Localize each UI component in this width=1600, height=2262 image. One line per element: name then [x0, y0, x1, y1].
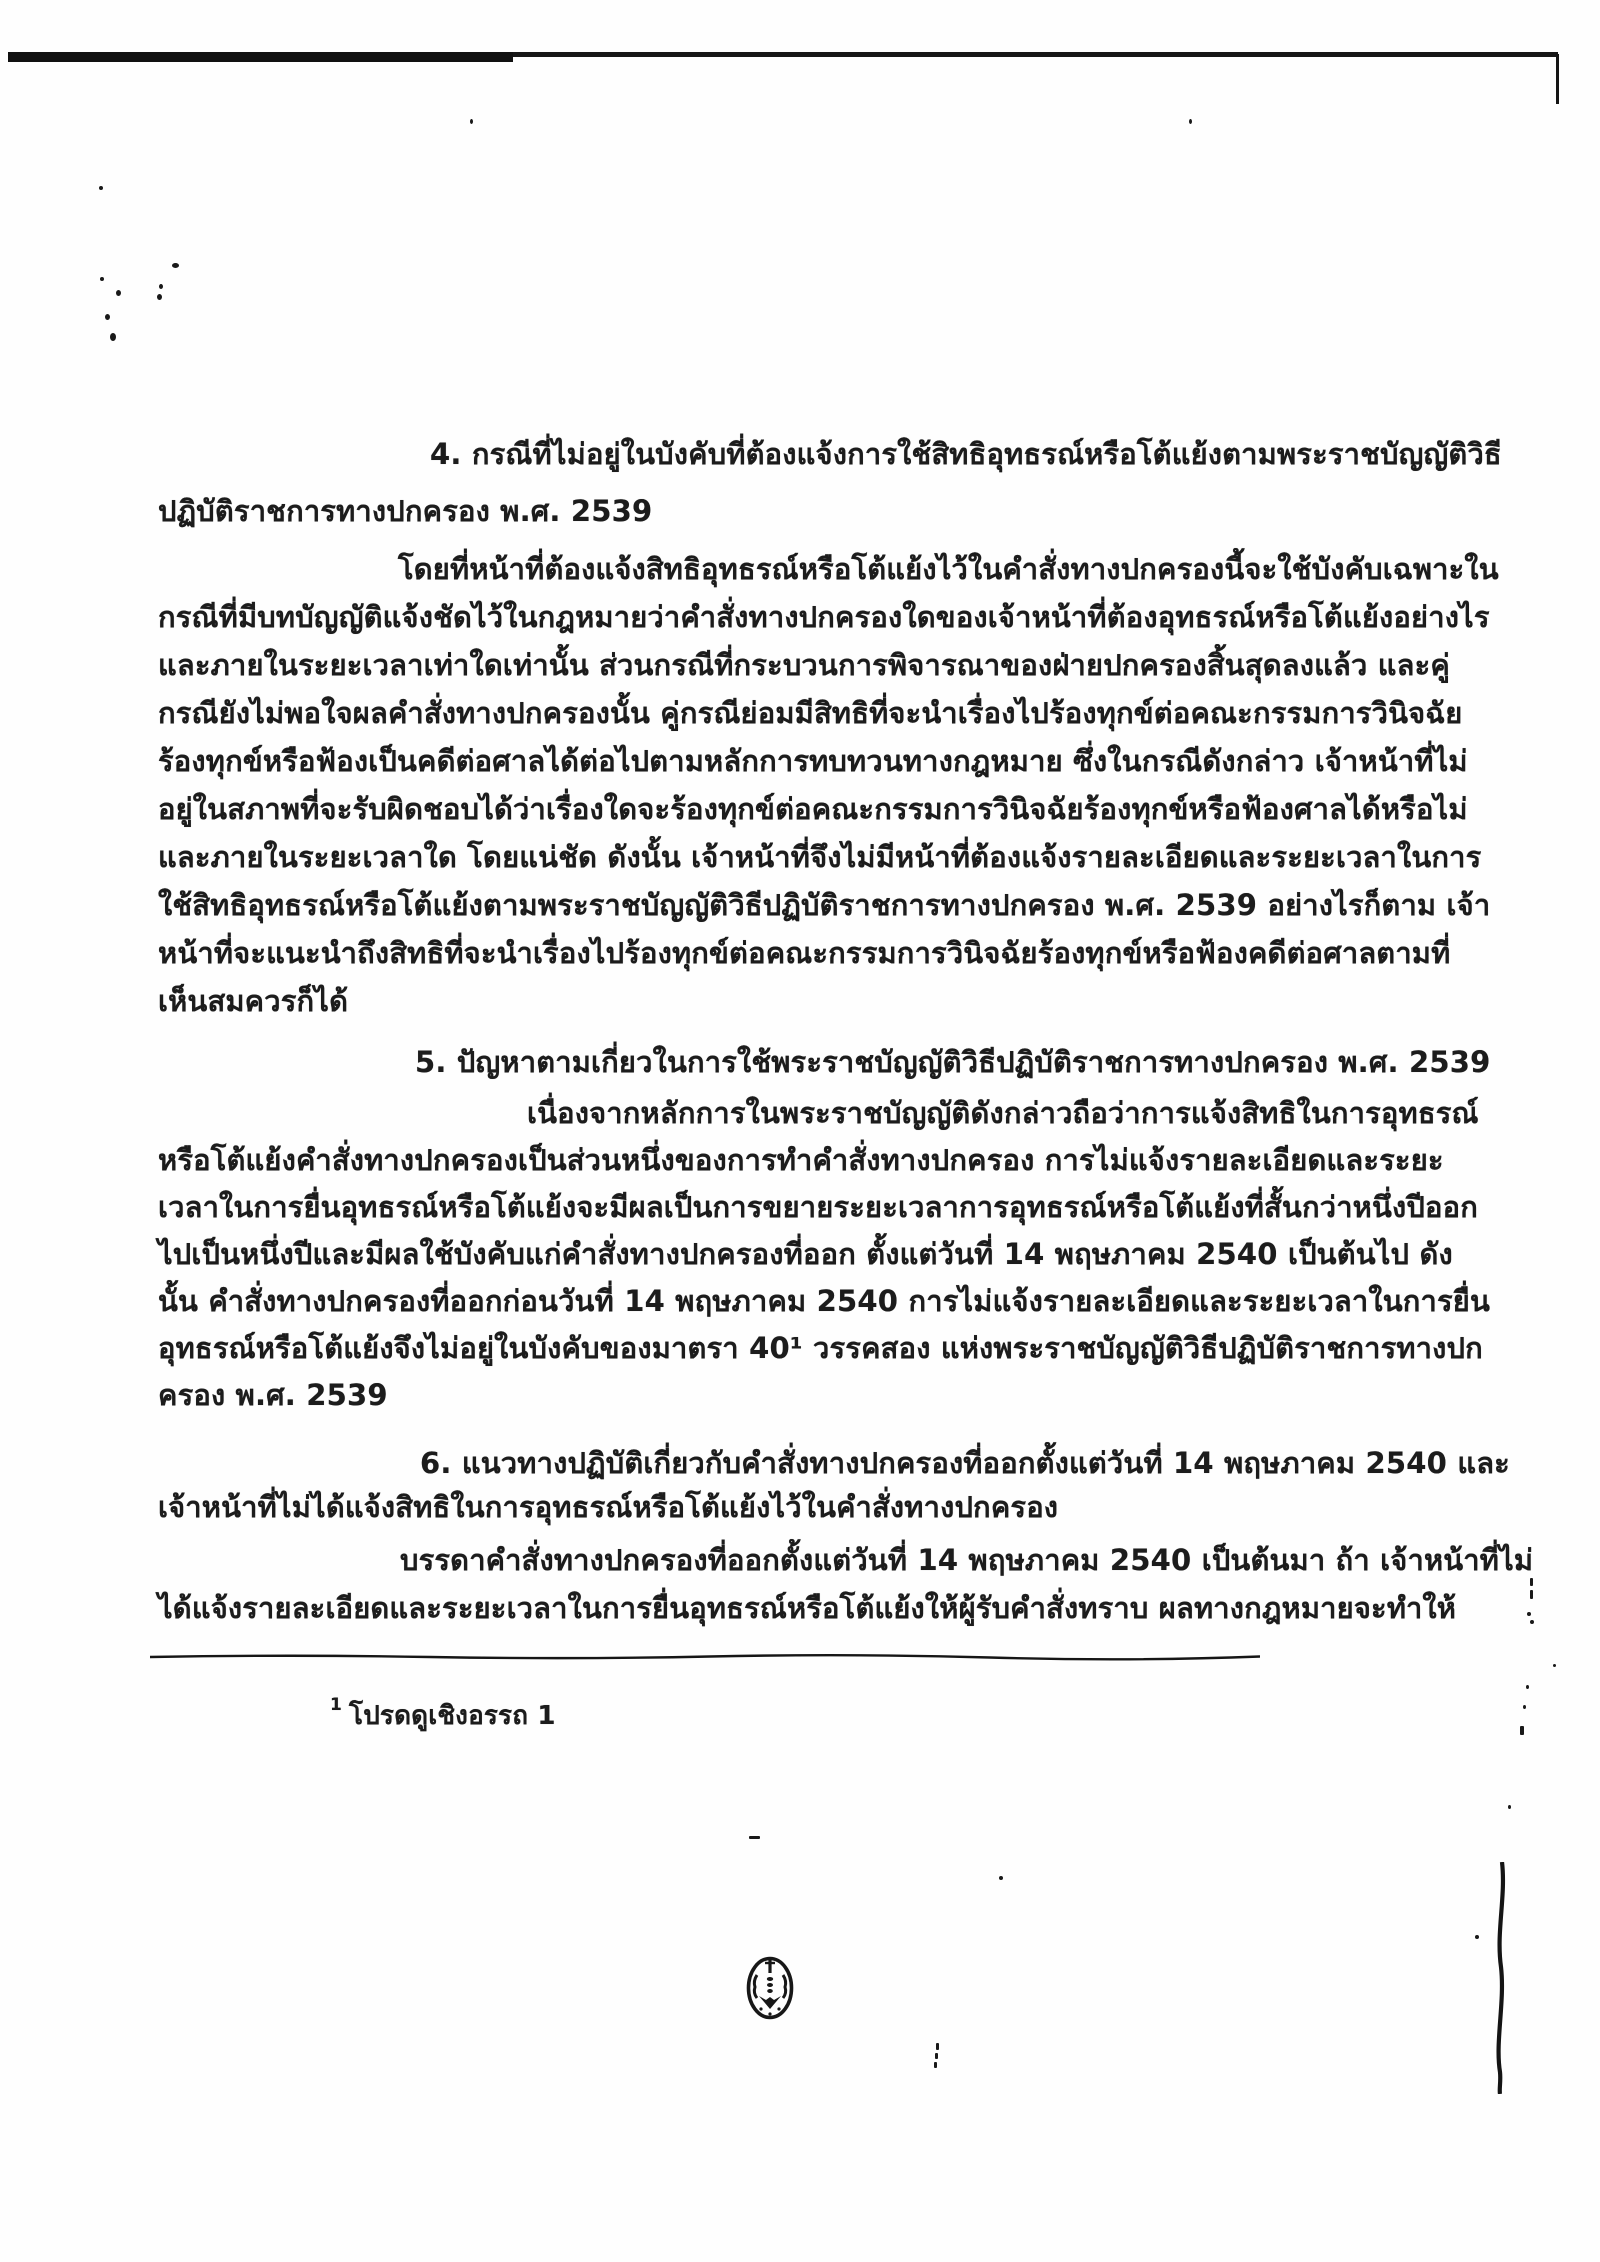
footnote-separator-line — [150, 1646, 1260, 1665]
section-5-heading — [158, 1038, 1491, 1086]
text-line: กรณีที่มีบทบัญญัติแจ้งชัดไว้ในกฎหมายว่าคำสั่งทางปกครองใดของเจ้าหน้าที่ต้องอุทธรณ์หรือโต้แย้งอย่างไร — [158, 600, 1490, 634]
heading-line: ปฏิบัติราชการทางปกครอง พ.ศ. 2539 — [158, 494, 653, 528]
scan-speck — [999, 1876, 1003, 1880]
text-line: อุทธรณ์หรือโต้แย้งจึงไม่อยู่ในบังคับของมาตรา 40¹ วรรคสอง แห่งพระราชบัญญัติวิธีปฏิบัติราชการทางปก — [158, 1331, 1483, 1365]
scan-speck — [157, 294, 162, 300]
text-line: ครอง พ.ศ. 2539 — [158, 1378, 388, 1412]
section-4-heading — [158, 426, 1502, 540]
scan-comma-mark — [1520, 1726, 1524, 1735]
scan-speck — [172, 263, 179, 268]
scan-dash — [934, 2062, 937, 2068]
scan-speck — [110, 333, 116, 341]
text-line: และภายในระยะเวลาใด โดยแน่ชัด ดังนั้น เจ้าหน้าที่จึงไม่มีหน้าที่ต้องแจ้งรายละเอียดและระยะเวลาในการ — [158, 840, 1482, 874]
top-right-scan-tick — [1556, 54, 1559, 104]
scan-speck — [1530, 1620, 1534, 1624]
section-6-heading — [158, 1441, 1510, 1529]
scan-dash — [936, 2043, 939, 2050]
right-margin-scan-line — [1490, 1862, 1512, 2098]
scan-dash — [749, 1836, 760, 1839]
section-5-paragraph — [158, 1090, 1491, 1419]
text-line: บรรดาคำสั่งทางปกครองที่ออกตั้งแต่วันที่ 14 พฤษภาคม 2540 เป็นต้นมา ถ้า เจ้าหน้าที่ไม่ — [400, 1543, 1534, 1577]
scan-speck — [100, 277, 104, 281]
text-line: หรือโต้แย้งคำสั่งทางปกครองเป็นส่วนหนึ่งของการทำคำสั่งทางปกครอง การไม่แจ้งรายละเอียดและระยะ — [158, 1143, 1444, 1177]
text-line: กรณียังไม่พอใจผลคำสั่งทางปกครองนั้น คู่กรณีย่อมมีสิทธิที่จะนำเรื่องไปร้องทุกข์ต่อคณะกรรมการวินิจฉัย — [158, 696, 1463, 730]
text-line: อยู่ในสภาพที่จะรับผิดชอบได้ว่าเรื่องใดจะร้องทุกข์ต่อคณะกรรมการวินิจฉัยร้องทุกข์หรือฟ้องศาลได้หรือไม่ — [158, 792, 1468, 826]
section-4-paragraph — [158, 545, 1499, 1025]
scan-speck — [159, 284, 163, 289]
footnote — [330, 1681, 556, 1740]
scan-speck — [99, 186, 103, 190]
text-line: เวลาในการยื่นอุทธรณ์หรือโต้แย้งจะมีผลเป็นการขยายระยะเวลาการอุทธรณ์หรือโต้แย้งที่สั้นกว่าหนึ่งปีออก — [158, 1190, 1478, 1224]
scan-speck — [1526, 1685, 1529, 1689]
heading-line: 6. แนวทางปฏิบัติเกี่ยวกับคำสั่งทางปกครองที่ออกตั้งแต่วันที่ 14 พฤษภาคม 2540 และ — [420, 1446, 1510, 1480]
seal-emblem-icon — [744, 1953, 796, 2021]
top-scan-rule-thick-segment — [8, 52, 513, 62]
section-6-paragraph — [158, 1536, 1534, 1632]
text-line: ใช้สิทธิอุทธรณ์หรือโต้แย้งตามพระราชบัญญัติวิธีปฏิบัติราชการทางปกครอง พ.ศ. 2539 อย่างไรก็ตาม เจ้า — [158, 888, 1491, 922]
scan-dash — [935, 2053, 938, 2059]
text-line: ได้แจ้งรายละเอียดและระยะเวลาในการยื่นอุทธรณ์หรือโต้แย้งให้ผู้รับคำสั่งทราบ ผลทางกฎหมายจะทำให้ — [158, 1591, 1457, 1625]
text-line: เนื่องจากหลักการในพระราชบัญญัติดังกล่าวถือว่าการแจ้งสิทธิในการอุทธรณ์ — [527, 1096, 1479, 1130]
scan-speck — [1508, 1805, 1511, 1809]
scan-speck — [1553, 1664, 1556, 1667]
text-line: ไปเป็นหนึ่งปีและมีผลใช้บังคับแก่คำสั่งทางปกครองที่ออก ตั้งแต่วันที่ 14 พฤษภาคม 2540 เป็นต้นไป ดัง — [158, 1237, 1453, 1271]
footnote-marker: 1 — [330, 1695, 343, 1715]
heading-line: 5. ปัญหาตามเกี่ยวในการใช้พระราชบัญญัติวิธีปฏิบัติราชการทางปกครอง พ.ศ. 2539 — [415, 1045, 1491, 1079]
scan-dash — [1530, 1590, 1533, 1599]
scan-speck — [470, 119, 473, 124]
text-line: โดยที่หน้าที่ต้องแจ้งสิทธิอุทธรณ์หรือโต้แย้งไว้ในคำสั่งทางปกครองนี้จะใช้บังคับเฉพาะใน — [398, 552, 1499, 586]
text-line: และภายในระยะเวลาเท่าใดเท่านั้น ส่วนกรณีที่กระบวนการพิจารณาของฝ่ายปกครองสิ้นสุดลงแล้ว และคู่ — [158, 648, 1450, 682]
scan-speck — [116, 290, 121, 296]
scan-speck — [1189, 119, 1192, 124]
text-line: เห็นสมควรก็ได้ — [158, 984, 349, 1018]
scan-speck — [1475, 1935, 1479, 1939]
text-line: ร้องทุกข์หรือฟ้องเป็นคดีต่อศาลได้ต่อไปตามหลักการทบทวนทางกฎหมาย ซึ่งในกรณีดังกล่าว เจ้าหน้าที่ไม่ — [158, 744, 1468, 778]
scan-dash — [1530, 1578, 1533, 1586]
text-line: หน้าที่จะแนะนำถึงสิทธิที่จะนำเรื่องไปร้องทุกข์ต่อคณะกรรมการวินิจฉัยร้องทุกข์หรือฟ้องคดีต่อศาลตามที่ — [158, 936, 1451, 970]
scan-speck — [1527, 1612, 1531, 1616]
text-line: นั้น คำสั่งทางปกครองที่ออกก่อนวันที่ 14 พฤษภาคม 2540 การไม่แจ้งรายละเอียดและระยะเวลาในการยื่น — [158, 1284, 1491, 1318]
heading-line: เจ้าหน้าที่ไม่ได้แจ้งสิทธิในการอุทธรณ์หรือโต้แย้งไว้ในคำสั่งทางปกครอง — [158, 1490, 1059, 1524]
heading-line: 4. กรณีที่ไม่อยู่ในบังคับที่ต้องแจ้งการใช้สิทธิอุทธรณ์หรือโต้แย้งตามพระราชบัญญัติวิธี — [430, 437, 1502, 471]
scan-speck — [105, 314, 110, 320]
scan-speck — [1523, 1705, 1526, 1709]
footnote-text: โปรดดูเชิงอรรถ 1 — [349, 1701, 556, 1731]
official-seal-stamp — [744, 1953, 796, 2021]
